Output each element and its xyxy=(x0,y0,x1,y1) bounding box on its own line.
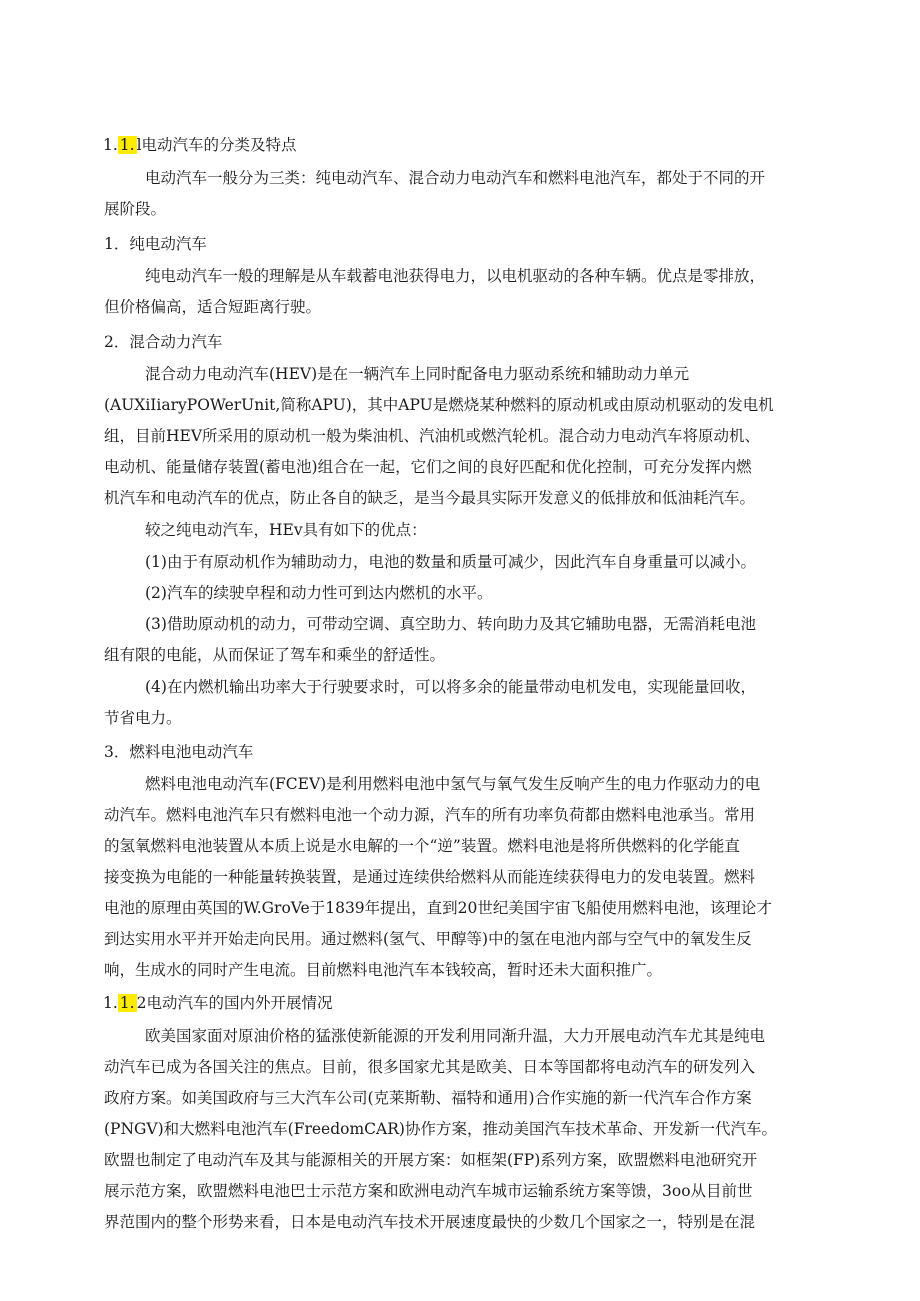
heading-highlight: 1. xyxy=(119,136,135,154)
section-heading-1-1-1 xyxy=(103,135,297,155)
paragraph-line: 政府方案。如美国政府与三大汽车公司(克莱斯勒、福特和通用)合作实施的新一代汽车合作方案 xyxy=(104,1089,752,1107)
paragraph-line: 混合动力电动汽车(HEV)是在一辆汽车上同时配备电力驱动系统和辅助动力单元 xyxy=(145,365,690,383)
paragraph-line: 欧盟也制定了电动汽车及其与能源相关的开展方案：如框架(FP)系列方案，欧盟燃料电池研究开 xyxy=(104,1151,758,1169)
paragraph-line: 组，目前HEV所采用的原动机一般为柴油机、汽油机或燃汽轮机。混合动力电动汽车将原动机、 xyxy=(104,427,761,445)
paragraph-line: (AUXiIiaryPOWerUnit,简称APU)，其中APU是燃烧某种燃料的原动机或由原动机驱动的发电机 xyxy=(104,396,774,414)
paragraph-line: 的氢氧燃料电池装置从本质上说是水电解的一个“逆”装置。燃料电池是将所供燃料的化学能直 xyxy=(104,837,740,855)
paragraph-line: 机汽车和电动汽车的优点，防止各自的缺乏，是当今最具实际开发意义的低排放和低油耗汽车。 xyxy=(104,489,756,507)
heading-prefix: 1. xyxy=(103,136,118,154)
paragraph-line: 电动机、能量储存装置(蓄电池)组合在一起，它们之间的良好匹配和优化控制，可充分发挥内燃 xyxy=(104,458,752,476)
paragraph-line: 燃料电池电动汽车(FCEV)是利用燃料电池中氢气与氧气发生反响产生的电力作驱动力的电 xyxy=(145,775,761,793)
heading-prefix: 1. xyxy=(103,994,118,1012)
paragraph-line: 但价格偏高，适合短距离行驶。 xyxy=(104,298,322,316)
paragraph-line: 接变换为电能的一种能量转换装置，是通过连续供给燃料从而能连续获得电力的发电装置。燃料 xyxy=(104,868,756,886)
paragraph-line: 欧美国家面对原油价格的猛涨使新能源的开发利用同渐升温，大力开展电动汽车尤其是纯电 xyxy=(145,1027,766,1045)
paragraph-line: 动汽车已成为各国关注的焦点。目前，很多国家尤其是欧美、日本等国都将电动汽车的研发列入 xyxy=(104,1058,756,1076)
paragraph-line: 纯电动汽车一般的理解是从车载蓄电池获得电力，以电机驱动的各种车辆。优点是零排放， xyxy=(145,267,766,285)
paragraph-line: 动汽车。燃料电池汽车只有燃料电池一个动力源，汽车的所有功率负荷都由燃料电池承当。常用 xyxy=(104,806,756,824)
paragraph-line: 展示范方案，欧盟燃料电池巴士示范方案和欧洲电动汽车城市运输系统方案等馈，3oo从目前世 xyxy=(104,1182,753,1200)
list-item: (1)由于有原动机作为辅助动力，电池的数量和质量可减少，因此汽车自身重量可以减小。 xyxy=(145,553,756,571)
heading-rest: l电动汽车的分类及特点 xyxy=(136,136,297,154)
list-item: 节省电力。 xyxy=(104,709,182,727)
section-heading-1-1-2 xyxy=(103,993,332,1013)
heading-rest: 2电动汽车的国内外开展情况 xyxy=(136,994,333,1012)
subheading-hybrid: 2．混合动力汽车 xyxy=(104,333,223,351)
paragraph-line: (PNGV)和大燃料电池汽车(FreedomCAR)协作方案，推动美国汽车技术革命、开发新一代汽车。 xyxy=(104,1120,777,1138)
paragraph-line: 到达实用水平并开始走向民用。通过燃料(氢气、甲醇等)中的氢在电池内部与空气中的氧发生反 xyxy=(104,930,752,948)
subheading-fcev: 3．燃料电池电动汽车 xyxy=(104,743,254,761)
paragraph-line: 较之纯电动汽车，HEv具有如下的优点： xyxy=(145,521,427,539)
paragraph-line: 界范围内的整个形势来看，日本是电动汽车技术开展速度最快的少数几个国家之一，特别是在混 xyxy=(104,1213,756,1231)
list-item: (4)在内燃机输出功率大于行驶要求时，可以将多余的能量带动电机发电，实现能量回收， xyxy=(145,678,756,696)
subheading-pure-ev: 1．纯电动汽车 xyxy=(104,235,207,253)
paragraph-line: 展阶段。 xyxy=(104,200,167,218)
paragraph-line: 响，生成水的同时产生电流。目前燃料电池汽车本钱较高，暂时还未大面积推广。 xyxy=(104,961,663,979)
heading-highlight: 1. xyxy=(119,994,135,1012)
list-item: 组有限的电能，从而保证了驾车和乘坐的舒适性。 xyxy=(104,646,446,664)
list-item: (3)借助原动机的动力，可带动空调、真空助力、转向助力及其它辅助电器，无需消耗电池 xyxy=(145,615,756,633)
paragraph-line: 电动汽车一般分为三类：纯电动汽车、混合动力电动汽车和燃料电池汽车，都处于不同的开 xyxy=(145,169,766,187)
list-item: (2)汽车的续驶皁程和动力性可到达内燃机的水平。 xyxy=(145,584,493,602)
paragraph-line: 电池的原理由英国的W.GroVe于1839年提出，直到20世纪美国宇宙飞船使用燃料电池，该理论才 xyxy=(104,899,772,917)
